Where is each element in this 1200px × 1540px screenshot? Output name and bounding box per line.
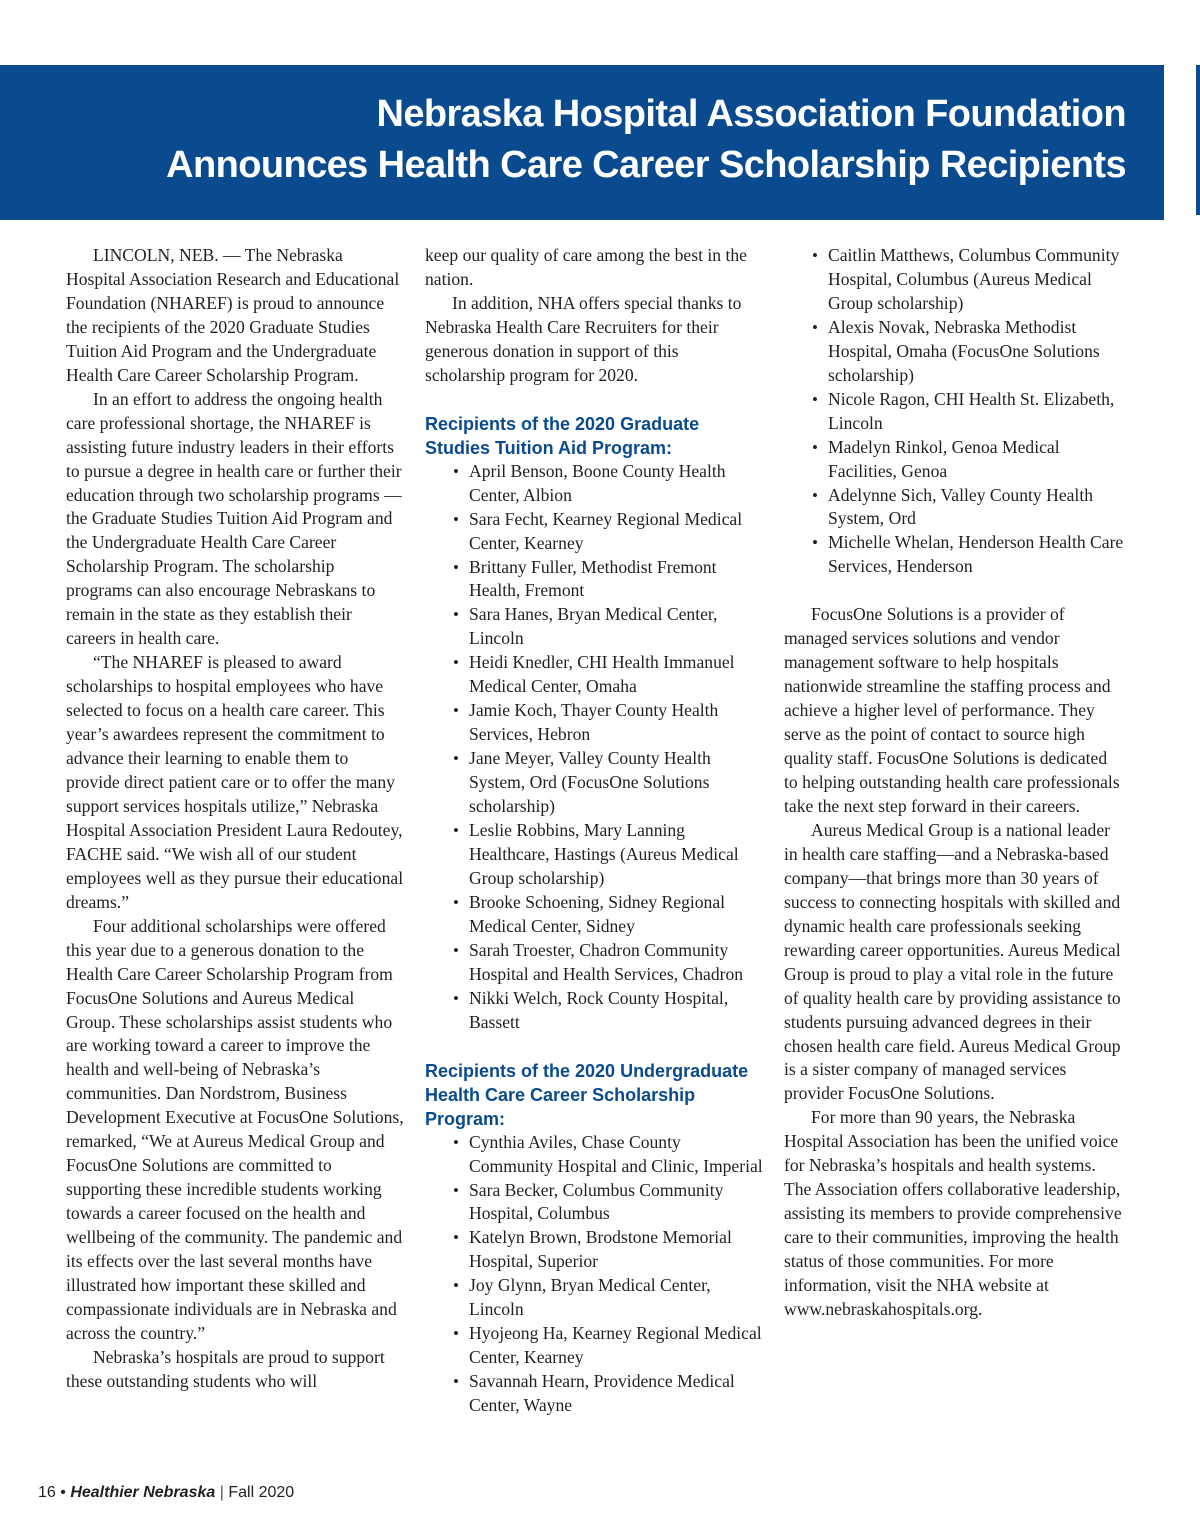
body-paragraph: In an effort to address the ongoing health care professional shortage, the NHAREF is assisting future industry leaders in their efforts to pursue a degree in health care or further their education through two scholarship programs — the Graduate Studies Tuition Aid Program and the Undergraduate Health Care Career Scholarship Program. The scholarship programs can also encourage Nebraskans to remain in the state as they establish their careers in health care.	[66, 388, 402, 649]
body-paragraph: In addition, NHA offers special thanks to Nebraska Health Care Recruiters for their generous donation in support of this scholarship program for 2020.	[425, 292, 742, 385]
list-item: • Brooke Schoening, Sidney Regional Medical Center, Sidney	[425, 891, 763, 939]
issue-date: Fall 2020	[228, 1484, 295, 1501]
list-item: • Sarah Troester, Chadron Community Hospital and Health Services, Chadron	[425, 939, 763, 987]
list-item: • Madelyn Rinkol, Genoa Medical Facilities, Genoa	[784, 436, 1124, 484]
list-item: • Katelyn Brown, Brodstone Memorial Hospital, Superior	[425, 1226, 763, 1274]
aureus-paragraph: Aureus Medical Group is a national leader in health care staffing—and a Nebraska-based company—that brings more than 30 years of success to connecting hospitals with skilled and dynamic health care professionals seeking rewarding career opportunities. Aureus Medical Group is proud to play a vital role in the future of quality health care by providing assistance to students pursuing advanced degrees in their chosen health care field. Aureus Medical Group is a sister company of managed services provider FocusOne Solutions.	[784, 819, 1121, 1104]
body-paragraph: Four additional scholarships were offered this year due to a generous donation to the Health Care Career Scholarship Program from FocusOne Solutions and Aureus Medical Group. These scholarships assist students who are working toward a career to improve the health and well-being of Nebraska’s communities. Dan Nordstrom, Business Development Executive at FocusOne Solutions, remarked, “We at Aureus Medical Group and FocusOne Solutions are committed to supporting these incredible students working towards a career focused on the health and wellbeing of the community. The pandemic and its effects over the last several months have illustrated how important these skilled and compassionate individuals are in Nebraska and across the country.”	[66, 915, 404, 1343]
list-item: • April Benson, Boone County Health Center, Albion	[425, 460, 763, 508]
list-item: • Jane Meyer, Valley County Health System, Ord (FocusOne Solutions scholarship)	[425, 747, 763, 819]
footer-divider: |	[219, 1484, 224, 1501]
body-paragraph: Nebraska’s hospitals are proud to support these outstanding students who will	[66, 1346, 385, 1391]
page-number: 16	[38, 1484, 56, 1501]
focusone-paragraph: FocusOne Solutions is a provider of managed services solutions and vendor management software to help hospitals nationwide streamline the staffing process and achieve a higher level of performance. They serve as the point of contact to source high quality staff. FocusOne Solutions is dedicated to helping outstanding health care professionals take the next step forward in their careers.	[784, 604, 1120, 816]
list-item: • Sara Becker, Columbus Community Hospital, Columbus	[425, 1179, 763, 1227]
list-item: • Caitlin Matthews, Columbus Community Hospital, Columbus (Aureus Medical Group scholarship)	[784, 244, 1124, 316]
undergraduate-recipients-list-continued	[784, 244, 1124, 579]
list-item: • Savannah Hearn, Providence Medical Center, Wayne	[425, 1370, 763, 1418]
list-item: • Michelle Whelan, Henderson Health Care Services, Henderson	[784, 531, 1124, 579]
list-item: • Alexis Novak, Nebraska Methodist Hospital, Omaha (FocusOne Solutions scholarship)	[784, 316, 1124, 388]
list-item: • Cynthia Aviles, Chase County Community Hospital and Clinic, Imperial	[425, 1131, 763, 1179]
column-1	[66, 244, 404, 1394]
list-item: • Heidi Knedler, CHI Health Immanuel Medical Center, Omaha	[425, 651, 763, 699]
page-title	[166, 89, 1126, 191]
graduate-recipients-heading: Recipients of the 2020 Graduate Studies Tuition Aid Program:	[425, 413, 700, 458]
list-item: • Joy Glynn, Bryan Medical Center, Lincoln	[425, 1274, 763, 1322]
nha-paragraph: For more than 90 years, the Nebraska Hospital Association has been the unified voice for Nebraska’s hospitals and health systems. The Association offers collaborative leadership, assisting its members to provide comprehensive care to their communities, improving the health status of those communities. For more information, visit the NHA website at www.nebraskahospitals.org.	[784, 1107, 1122, 1319]
title-line-1: Nebraska Hospital Association Foundation	[376, 93, 1126, 135]
list-item: • Leslie Robbins, Mary Lanning Healthcare, Hastings (Aureus Medical Group scholarship)	[425, 819, 763, 891]
list-item: • Nikki Welch, Rock County Hospital, Bassett	[425, 987, 763, 1035]
column-3	[784, 244, 1124, 1322]
list-item: • Nicole Ragon, CHI Health St. Elizabeth, Lincoln	[784, 388, 1124, 436]
title-banner	[0, 65, 1164, 220]
footer-bullet: •	[60, 1484, 66, 1501]
list-item: • Sara Fecht, Kearney Regional Medical Center, Kearney	[425, 508, 763, 556]
banner-edge-strip	[1196, 65, 1200, 215]
intro-paragraph: LINCOLN, NEB. — The Nebraska Hospital Association Research and Educational Foundation (NHAREF) is proud to announce the recipients of the 2020 Graduate Studies Tuition Aid Program and the Undergraduate Health Care Career Scholarship Program.	[66, 245, 400, 385]
undergraduate-recipients-heading: Recipients of the 2020 Undergraduate Health Care Career Scholarship Program:	[425, 1060, 749, 1129]
column-2	[425, 244, 763, 1418]
list-item: • Adelynne Sich, Valley County Health System, Ord	[784, 484, 1124, 532]
graduate-recipients-list	[425, 460, 763, 1035]
page-footer	[38, 1484, 294, 1502]
list-item: • Hyojeong Ha, Kearney Regional Medical Center, Kearney	[425, 1322, 763, 1370]
body-paragraph: keep our quality of care among the best in the nation.	[425, 245, 747, 289]
publication-name: Healthier Nebraska	[70, 1484, 216, 1501]
list-item: • Sara Hanes, Bryan Medical Center, Lincoln	[425, 603, 763, 651]
list-item: • Brittany Fuller, Methodist Fremont Health, Fremont	[425, 556, 763, 604]
title-line-2: Announces Health Care Career Scholarship Recipients	[166, 144, 1126, 186]
undergraduate-recipients-list	[425, 1131, 763, 1418]
list-item: • Jamie Koch, Thayer County Health Services, Hebron	[425, 699, 763, 747]
quote-paragraph: “The NHAREF is pleased to award scholarships to hospital employees who have selected to focus on a health care career. This year’s awardees represent the commitment to advance their learning to enable them to provide direct patient care or to offer the many support services hospitals utilize,” Nebraska Hospital Association President Laura Redoutey, FACHE said. “We wish all of our student employees well as they pursue their educational dreams.”	[66, 652, 404, 912]
